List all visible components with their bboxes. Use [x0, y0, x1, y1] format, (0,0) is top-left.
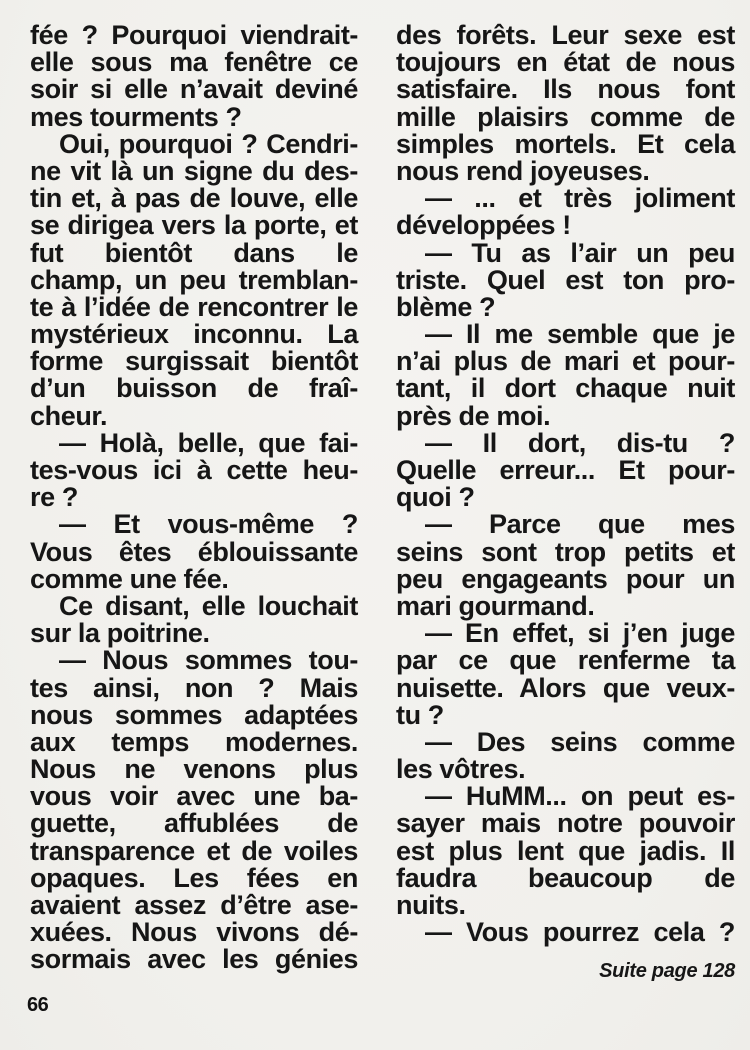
text-line: — Tu as l’air un peu [425, 237, 735, 268]
text-line: peu engageants pour un [396, 563, 735, 594]
text-line: d’un buisson de fraî- [30, 373, 358, 404]
text-line: mes tourments ? [30, 101, 242, 132]
text-line: quoi ? [396, 482, 475, 513]
text-line: triste. Quel est ton pro- [396, 264, 735, 295]
text-line: — Des seins comme [425, 726, 735, 757]
text-line: tin et, à pas de louve, elle [30, 183, 358, 214]
text-line: re ? [30, 482, 78, 513]
text-line: tant, il dort chaque nuit [396, 373, 735, 404]
text-line: te à l’idée de rencontrer le [30, 291, 358, 322]
text-line: mari gourmand. [396, 590, 595, 621]
text-line: sayer mais notre pouvoir [396, 808, 735, 839]
continuation-note: Suite page 128 [599, 960, 735, 982]
text-line: mystérieux inconnu. La [30, 319, 358, 350]
text-line: — Vous pourrez cela ? [425, 917, 735, 948]
text-line: toujours en état de nous [396, 47, 735, 78]
text-line: des forêts. Leur sexe est [396, 20, 735, 50]
text-line: — Il me semble que je [425, 319, 735, 350]
text-line: Quelle erreur... Et pour- [396, 455, 735, 485]
text-line: fut bientôt dans le [30, 237, 358, 268]
text-line: seins sont trop petits et [396, 536, 735, 567]
text-line: Nous ne venons plus [30, 754, 358, 785]
text-line: fée ? Pourquoi viendrait- [30, 20, 358, 50]
text-line: faudra beaucoup de [396, 862, 735, 893]
text-line: satisfaire. Ils nous font [396, 74, 735, 105]
text-line: nous sommes adaptées [30, 699, 358, 730]
text-line: cheur. [30, 400, 108, 431]
text-line: est plus lent que jadis. Il [396, 835, 735, 866]
text-line: par ce que renferme ta [396, 645, 735, 676]
text-line: — Il dort, dis-tu ? [425, 427, 735, 458]
text-line: sur la poitrine. [30, 618, 210, 649]
text-line: — ... et très joliment [425, 183, 735, 214]
text-line: avaient assez d’être ase- [30, 890, 358, 920]
text-line: guette, affublées de [30, 808, 358, 839]
text-line: forme surgissait bientôt [30, 346, 358, 377]
text-line: tu ? [396, 699, 444, 730]
text-line: développées ! [396, 210, 571, 241]
text-line: nuisette. Alors que veux- [396, 672, 735, 703]
text-line: soir si elle n’avait deviné [30, 74, 358, 105]
text-line: — Holà, belle, que fai- [59, 427, 358, 458]
text-line: — En effet, si j’en juge [425, 618, 735, 649]
text-line: blème ? [396, 291, 496, 322]
text-line: — HuMM... on peut es- [425, 781, 735, 812]
text-line: se dirigea vers la porte, et [30, 210, 358, 241]
text-line: — Nous sommes tou- [59, 645, 358, 676]
text-line: nuits. [396, 890, 466, 920]
text-line: Vous êtes éblouissante [30, 536, 358, 567]
text-line: mille plaisirs comme de [396, 101, 735, 132]
text-line: simples mortels. Et cela [396, 128, 735, 159]
text-line: — Et vous-même ? [59, 509, 358, 540]
text-line: Ce disant, elle louchait [59, 590, 358, 621]
text-line: ne vit là un signe du des- [30, 155, 358, 186]
text-line: sormais avec les génies [30, 944, 358, 975]
text-line: elle sous ma fenêtre ce [30, 47, 358, 78]
text-line: n’ai plus de mari et pour- [396, 346, 735, 377]
text-line: tes-vous ici à cette heu- [30, 455, 358, 485]
page-number: 66 [27, 994, 49, 1016]
text-line: Oui, pourquoi ? Cendri- [59, 128, 358, 159]
text-line: transparence et de voiles [30, 835, 358, 866]
text-line: tes ainsi, non ? Mais [30, 672, 358, 703]
text-line: nous rend joyeuses. [396, 155, 650, 186]
text-line: comme une fée. [30, 563, 229, 594]
text-line: près de moi. [396, 400, 551, 431]
text-line: vous voir avec une ba- [30, 781, 358, 812]
text-line: opaques. Les fées en [30, 862, 358, 893]
text-column-right [396, 22, 735, 946]
text-line: les vôtres. [396, 754, 526, 785]
text-column-left [30, 22, 358, 974]
text-line: champ, un peu tremblan- [30, 264, 358, 295]
text-line: — Parce que mes [425, 509, 735, 540]
text-line: xuées. Nous vivons dé- [30, 917, 358, 948]
text-line: aux temps modernes. [30, 726, 358, 757]
